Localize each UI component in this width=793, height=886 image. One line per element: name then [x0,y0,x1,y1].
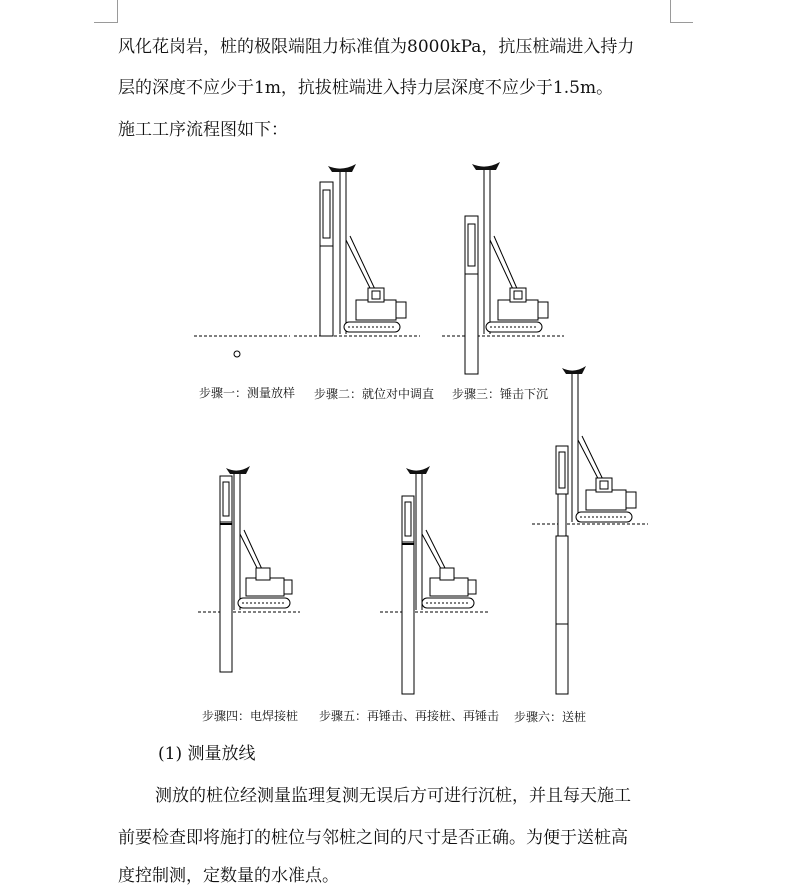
step3-pile-driver-illustration [440,158,566,376]
crop-mark-top-right-vertical [670,0,671,23]
section-body-line-2: 前要检查即将施打的桩位与邻桩之间的尺寸是否正确。为便于送桩高 [118,828,628,848]
paragraph-line-2: 层的深度不应少于1m，抗拔桩端进入持力层深度不应少于1.5m。 [118,78,614,98]
step3-caption: 步骤三：锤击下沉 [452,387,549,401]
step5-caption: 步骤五：再锤击、再接桩、再锤击 [319,709,500,723]
paragraph-line-3: 施工工序流程图如下： [118,120,288,140]
step5-pile-driver-illustration [378,462,490,698]
step1-ground-marker-illustration [192,330,292,362]
step2-caption: 步骤二：就位对中调直 [314,387,435,401]
crop-mark-top-left-vertical [117,0,118,23]
step2-pile-driver-illustration [292,160,422,342]
section-body-line-3: 度控制测，定数量的水准点。 [118,866,339,886]
section-body-line-1: 测放的桩位经测量监理复测无误后方可进行沉桩，并且每天施工 [155,786,631,806]
paragraph-line-1: 风化花岗岩，桩的极限端阻力标准值为8000kPa，抗压桩端进入持力 [118,37,635,57]
step1-caption: 步骤一：测量放样 [199,386,296,400]
crop-mark-top-right-horizontal [670,22,693,23]
step4-caption: 步骤四：电焊接桩 [202,709,299,723]
section-heading: (1) 测量放线 [158,744,256,764]
step6-caption: 步骤六：送桩 [514,710,587,724]
crop-mark-top-left-horizontal [94,22,117,23]
step4-pile-driver-illustration [196,462,302,676]
step6-pile-driver-illustration [530,362,650,698]
